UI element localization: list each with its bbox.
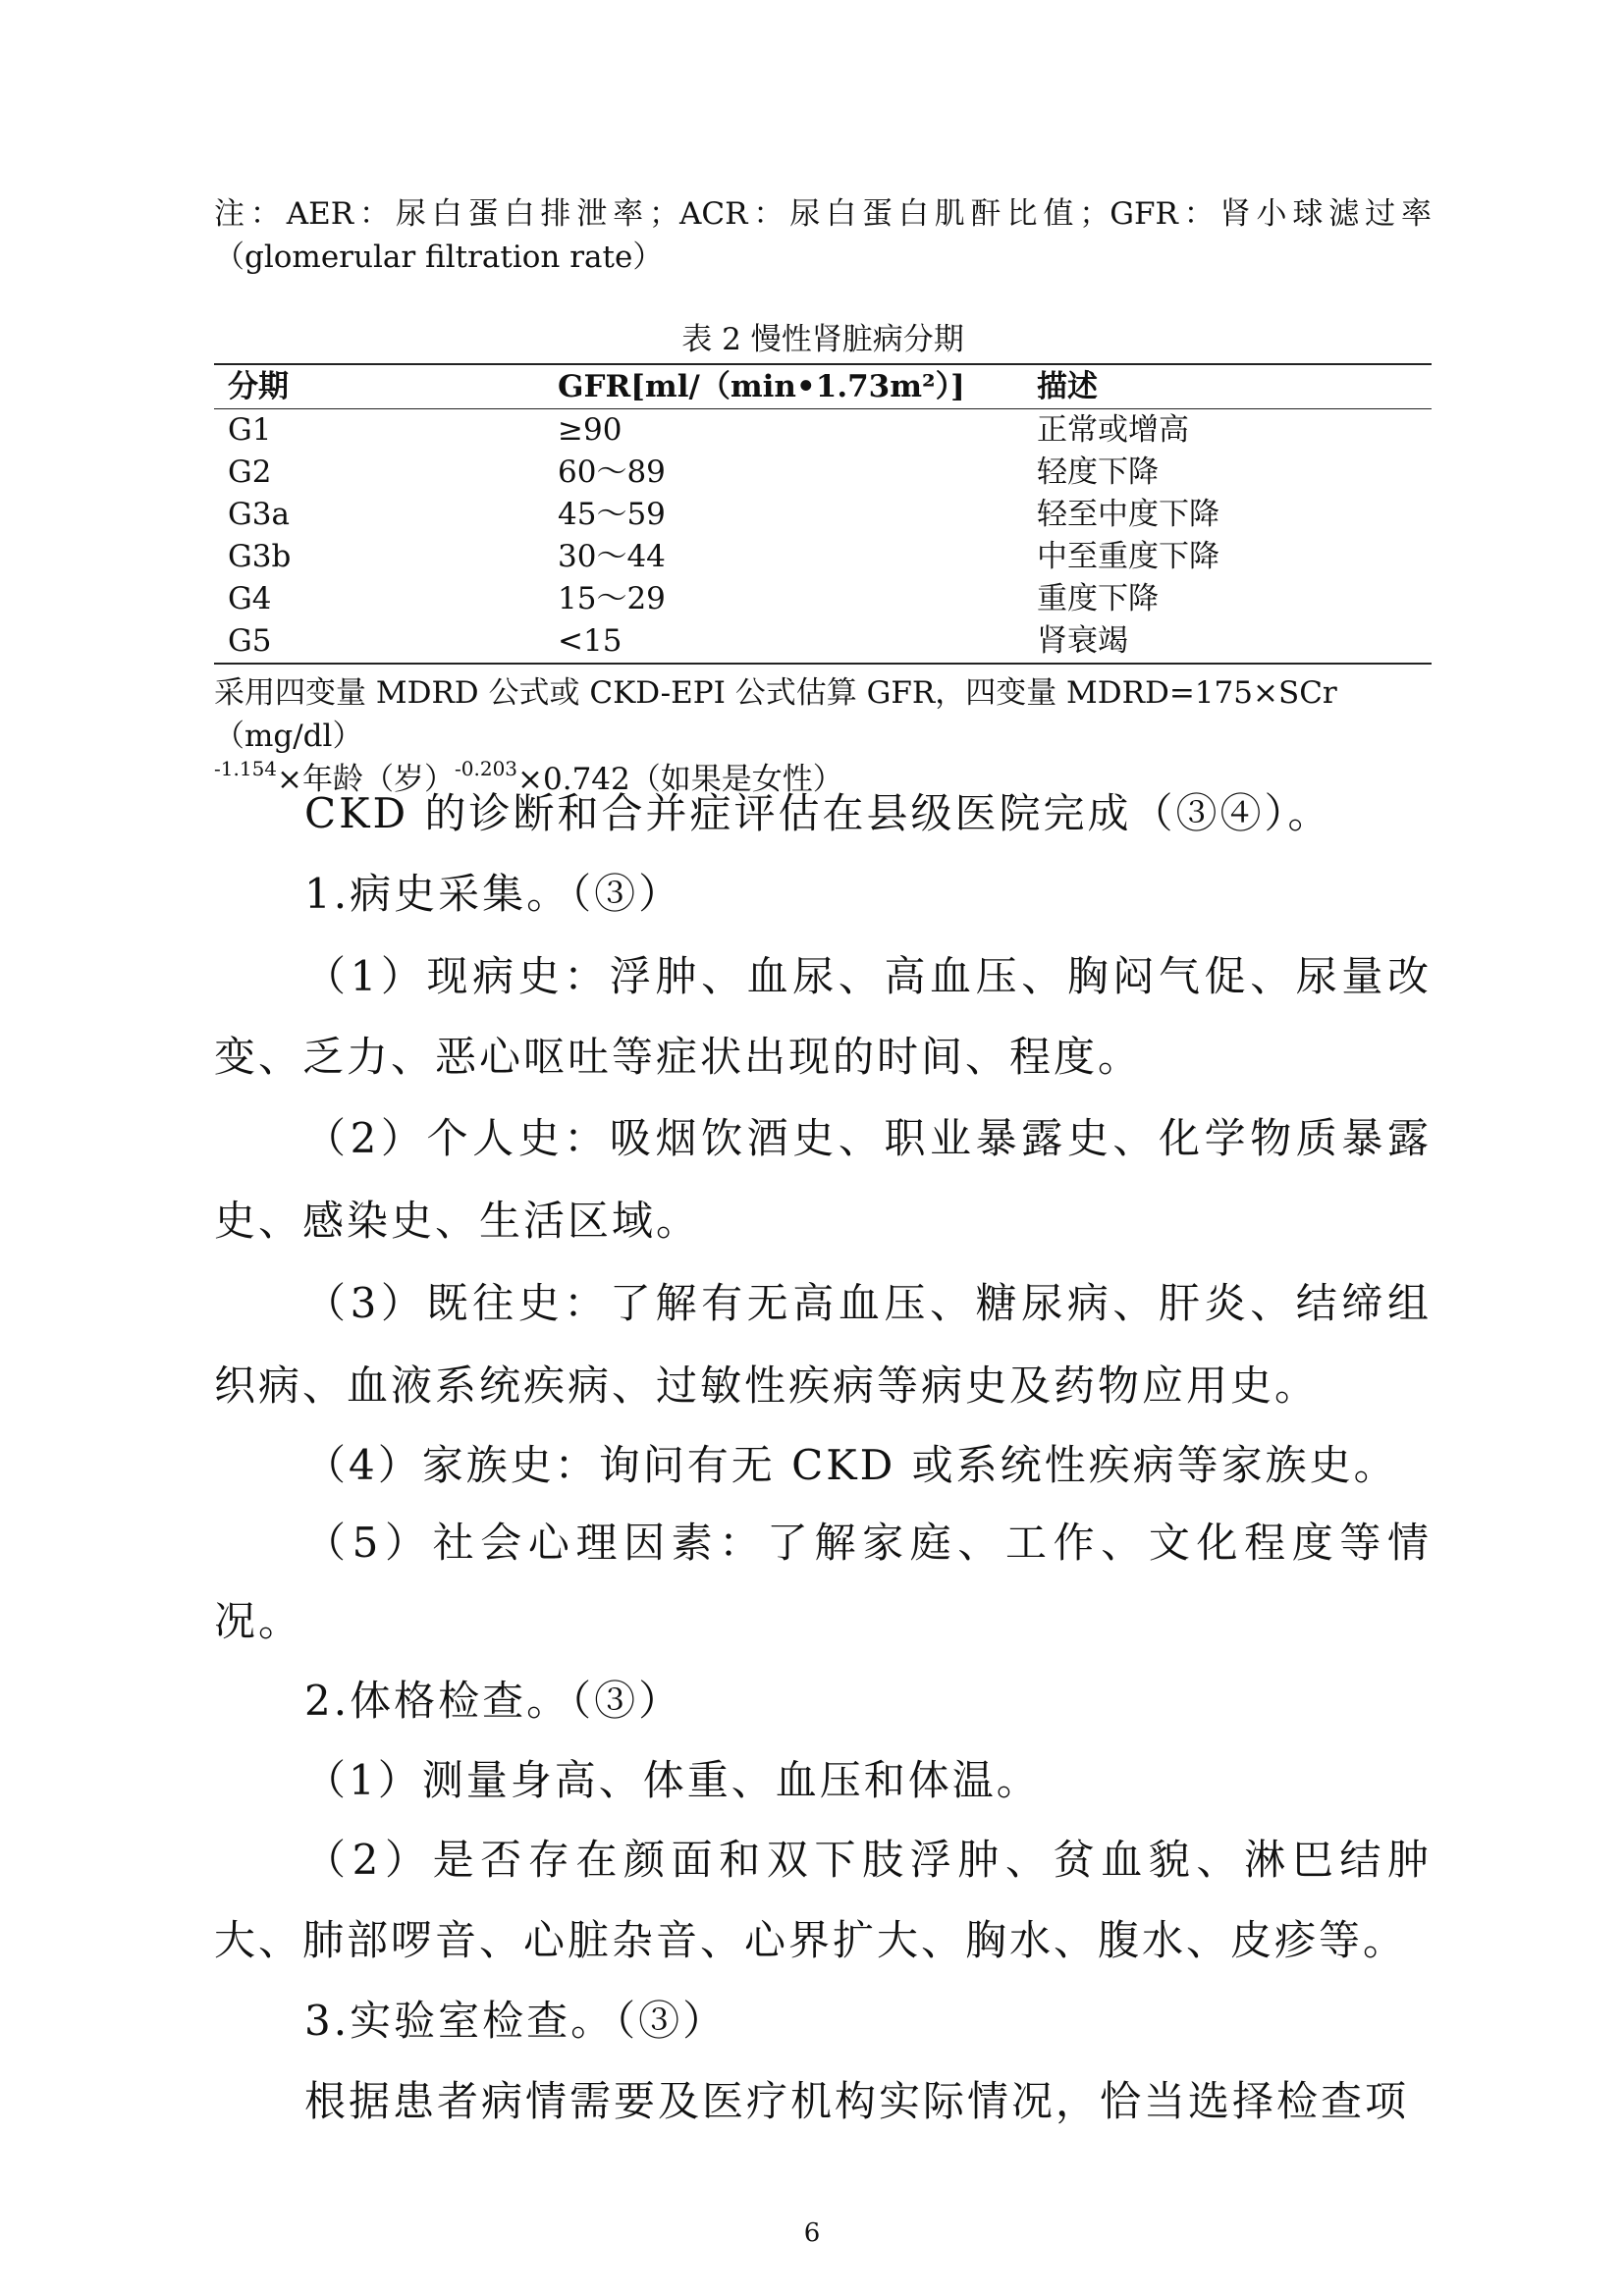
paragraph-intro: CKD 的诊断和合并症评估在县级医院完成（③④）。	[304, 789, 1332, 837]
cell-gfr: 15～29	[558, 581, 666, 616]
heading-physical-exam: 2.体格检查。（③）	[304, 1677, 683, 1725]
table-row	[214, 578, 1432, 620]
cell-description: 重度下降	[1037, 581, 1159, 616]
paragraph-measurements: （1）测量身高、体重、血压和体温。	[304, 1756, 1041, 1804]
column-header-stage: 分期	[214, 364, 544, 409]
table-row	[214, 494, 1432, 536]
table-caption: 表 2 慢性肾脏病分期	[681, 322, 964, 357]
formula-text: ×年龄（岁）	[277, 762, 455, 797]
body-text	[214, 775, 1432, 2142]
cell-stage: G2	[228, 454, 272, 490]
table-row	[214, 536, 1432, 578]
paragraph-present-illness: （1）现病史：浮肿、血尿、高血压、胸闷气促、尿量改变、乏力、恶心呕吐等症状出现的时间、程度。	[214, 952, 1432, 1081]
table-row	[214, 452, 1432, 494]
cell-gfr: 30～44	[558, 539, 666, 574]
cell-gfr: <15	[544, 620, 1023, 664]
cell-description: 肾衰竭	[1023, 620, 1432, 664]
cell-stage: G5	[214, 620, 544, 664]
page-number: 6	[803, 2218, 821, 2248]
paragraph-lab-tests: 根据患者病情需要及医疗机构实际情况，恰当选择检查项	[304, 2077, 1410, 2125]
table-row	[214, 409, 1432, 453]
paragraph-personal-history: （2）个人史：吸烟饮酒史、职业暴露史、化学物质暴露史、感染史、生活区域。	[214, 1114, 1432, 1245]
formula-text: ×0.742（如果是女性）	[517, 762, 843, 797]
cell-gfr: ≥90	[558, 412, 623, 448]
cell-stage: G4	[228, 581, 272, 616]
ckd-staging-table	[214, 363, 1432, 665]
heading-lab-tests: 3.实验室检查。（③）	[304, 1997, 728, 2045]
cell-description: 中至重度下降	[1037, 539, 1219, 574]
cell-description: 正常或增高	[1037, 412, 1189, 448]
cell-gfr: 45～59	[558, 497, 666, 532]
cell-description: 轻度下降	[1037, 454, 1159, 490]
paragraph-psychosocial: （5）社会心理因素：了解家庭、工作、文化程度等情况。	[214, 1519, 1432, 1645]
paragraph-family-history: （4）家族史：询问有无 CKD 或系统性疾病等家族史。	[304, 1441, 1398, 1489]
column-header-gfr: GFR[ml/（min•1.73m²）]	[544, 364, 1023, 409]
heading-medical-history: 1.病史采集。（③）	[304, 870, 683, 918]
cell-stage: G3b	[228, 539, 292, 574]
cell-description: 轻至中度下降	[1037, 497, 1219, 532]
paragraph-signs: （2）是否存在颜面和双下肢浮肿、贫血貌、淋巴结肿大、肺部啰音、心脏杂音、心界扩大、胸水、腹水、皮疹等。	[214, 1836, 1432, 1964]
column-header-description: 描述	[1023, 364, 1432, 409]
paragraph-past-history: （3）既往史：了解有无高血压、糖尿病、肝炎、结缔组织病、血液系统疾病、过敏性疾病等病史及药物应用史。	[214, 1279, 1432, 1410]
cell-stage: G3a	[228, 497, 290, 532]
formula-exponent: -0.203	[455, 757, 518, 780]
table-1-footnote: 注：AER：尿白蛋白排泄率；ACR：尿白蛋白肌酐比值；GFR：肾小球滤过率（glomerular filtration rate）	[214, 196, 1432, 275]
table-row	[214, 620, 1432, 664]
cell-gfr: 60～89	[558, 454, 666, 490]
formula-text: 采用四变量 MDRD 公式或 CKD-EPI 公式估算 GFR，四变量 MDRD=175×SCr（mg/dl）	[214, 675, 1337, 754]
cell-stage: G1	[228, 412, 272, 448]
table-header-row	[214, 364, 1432, 409]
formula-exponent: -1.154	[214, 757, 278, 780]
